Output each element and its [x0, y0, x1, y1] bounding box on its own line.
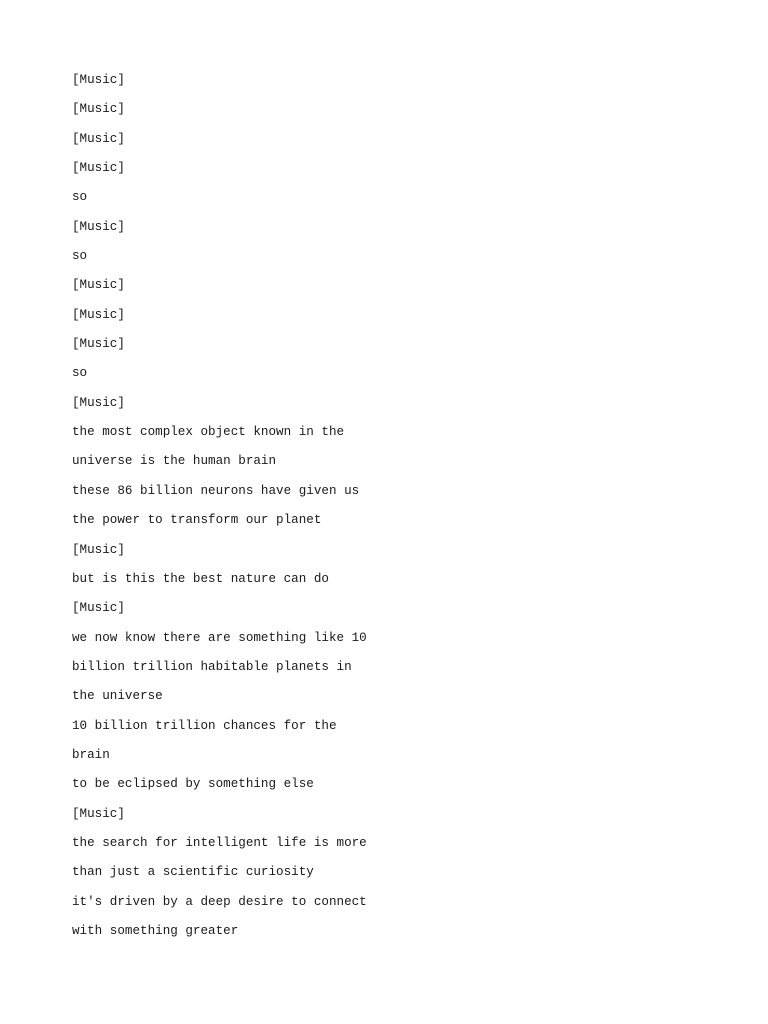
transcript-line: we now know there are something like 10	[72, 630, 367, 645]
transcript-line: so	[72, 366, 88, 381]
transcript-line: [Music]	[72, 131, 125, 146]
transcript-line: [Music]	[72, 542, 125, 557]
transcript-line: these 86 billion neurons have given us	[72, 483, 360, 498]
transcript-line: to be eclipsed by something else	[72, 777, 314, 792]
transcript-text	[72, 66, 367, 946]
transcript-line: so	[72, 190, 88, 205]
transcript-line: the power to transform our planet	[72, 513, 322, 528]
transcript-line: so	[72, 249, 88, 264]
transcript-line: [Music]	[72, 102, 125, 117]
transcript-line: [Music]	[72, 337, 125, 352]
transcript-line: than just a scientific curiosity	[72, 865, 314, 880]
transcript-line: universe is the human brain	[72, 454, 277, 469]
transcript-line: the universe	[72, 689, 163, 704]
transcript-line: [Music]	[72, 219, 125, 234]
transcript-line: [Music]	[72, 73, 125, 87]
transcript-line: the search for intelligent life is more	[72, 835, 367, 850]
transcript-line: [Music]	[72, 161, 125, 176]
transcript-line: billion trillion habitable planets in	[72, 659, 352, 674]
transcript-line: brain	[72, 747, 110, 762]
transcript-line: [Music]	[72, 806, 125, 821]
transcript-line: [Music]	[72, 395, 125, 410]
transcript-line: but is this the best nature can do	[72, 571, 329, 586]
transcript-line: [Music]	[72, 307, 125, 322]
transcript-line: 10 billion trillion chances for the	[72, 718, 337, 733]
transcript-line: it's driven by a deep desire to connect	[72, 894, 367, 909]
transcript-line: with something greater	[72, 923, 239, 938]
transcript-line: [Music]	[72, 601, 125, 616]
transcript-line: the most complex object known in the	[72, 425, 345, 440]
transcript-line: [Music]	[72, 278, 125, 293]
